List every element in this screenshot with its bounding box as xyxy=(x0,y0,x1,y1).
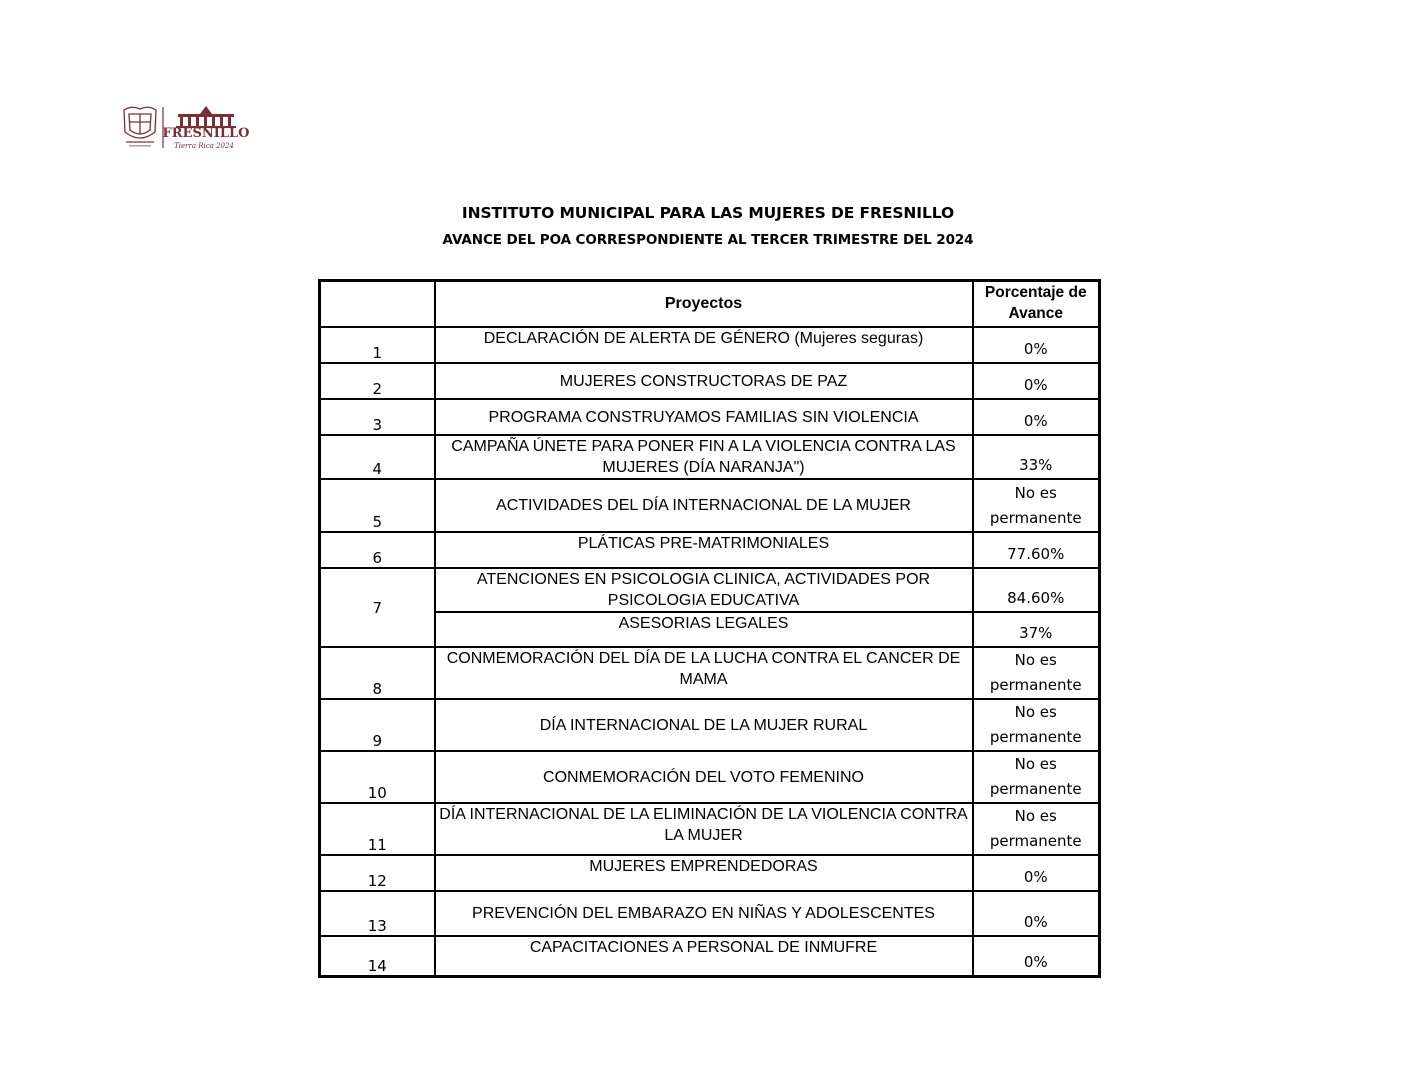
poa-progress-table xyxy=(318,279,1101,978)
row-number: 13 xyxy=(320,891,435,936)
row-number: 4 xyxy=(320,435,435,479)
progress-percent: 0% xyxy=(973,891,1100,936)
header-percentage: Porcentaje de Avance xyxy=(973,281,1100,328)
row-number: 14 xyxy=(320,936,435,976)
table-row xyxy=(320,363,1100,399)
project-name: CONMEMORACIÓN DEL VOTO FEMENINO xyxy=(435,751,973,803)
progress-percent: 0% xyxy=(973,855,1100,891)
progress-percent: 0% xyxy=(973,936,1100,976)
table-row xyxy=(320,891,1100,936)
table-row xyxy=(320,751,1100,803)
project-name: PROGRAMA CONSTRUYAMOS FAMILIAS SIN VIOLENCIA xyxy=(435,399,973,435)
fresnillo-logo xyxy=(120,104,255,152)
table-row xyxy=(320,647,1100,699)
fresnillo-logo-graphic xyxy=(120,104,255,152)
row-number: 6 xyxy=(320,532,435,568)
project-name: ACTIVIDADES DEL DÍA INTERNACIONAL DE LA MUJER xyxy=(435,479,973,532)
project-name: MUJERES EMPRENDEDORAS xyxy=(435,855,973,891)
row-number: 8 xyxy=(320,647,435,699)
table-row xyxy=(320,803,1100,855)
table-row xyxy=(320,435,1100,479)
project-name: PLÁTICAS PRE-MATRIMONIALES xyxy=(435,532,973,568)
progress-percent: 0% xyxy=(973,399,1100,435)
progress-percent: 0% xyxy=(973,327,1100,363)
progress-percent: 37% xyxy=(973,612,1100,647)
table-row xyxy=(320,532,1100,568)
table-row xyxy=(320,612,1100,647)
logo-text: FRESNILLO xyxy=(162,126,250,141)
row-number: 11 xyxy=(320,803,435,855)
table-row xyxy=(320,936,1100,976)
project-name: DÍA INTERNACIONAL DE LA MUJER RURAL xyxy=(435,699,973,751)
table-row xyxy=(320,699,1100,751)
table-row xyxy=(320,568,1100,612)
header-number-cell xyxy=(320,281,435,328)
project-name: PREVENCIÓN DEL EMBARAZO EN NIÑAS Y ADOLESCENTES xyxy=(435,891,973,936)
row-number: 5 xyxy=(320,479,435,532)
project-name: MUJERES CONSTRUCTORAS DE PAZ xyxy=(435,363,973,399)
table-row xyxy=(320,479,1100,532)
document-subtitle: AVANCE DEL POA CORRESPONDIENTE AL TERCER TRIMESTRE DEL 2024 xyxy=(442,232,974,248)
row-number: 12 xyxy=(320,855,435,891)
project-name: DECLARACIÓN DE ALERTA DE GÉNERO (Mujeres seguras) xyxy=(435,327,973,363)
progress-percent: 77.60% xyxy=(973,532,1100,568)
table-row xyxy=(320,399,1100,435)
row-number: 1 xyxy=(320,327,435,363)
progress-percent: No es permanente xyxy=(973,751,1100,803)
progress-percent: 33% xyxy=(973,435,1100,479)
progress-percent: 0% xyxy=(973,363,1100,399)
project-name: CAMPAÑA ÚNETE PARA PONER FIN A LA VIOLENCIA CONTRA LAS MUJERES (DÍA NARANJA") xyxy=(435,435,973,479)
project-name: CAPACITACIONES A PERSONAL DE INMUFRE xyxy=(435,936,973,976)
progress-percent: No es permanente xyxy=(973,647,1100,699)
row-number: 2 xyxy=(320,363,435,399)
progress-percent: 84.60% xyxy=(973,568,1100,612)
row-number: 3 xyxy=(320,399,435,435)
document-title: INSTITUTO MUNICIPAL PARA LAS MUJERES DE FRESNILLO xyxy=(461,204,955,222)
logo-tagline: Tierra Rica 2024 xyxy=(174,142,234,150)
row-number: 10 xyxy=(320,751,435,803)
table-row xyxy=(320,327,1100,363)
table-header-row xyxy=(320,281,1100,328)
project-name: ASESORIAS LEGALES xyxy=(435,612,973,647)
progress-percent: No es permanente xyxy=(973,699,1100,751)
header-projects: Proyectos xyxy=(435,281,973,328)
project-name: CONMEMORACIÓN DEL DÍA DE LA LUCHA CONTRA EL CANCER DE MAMA xyxy=(435,647,973,699)
table-row xyxy=(320,855,1100,891)
row-number: 7 xyxy=(320,568,435,647)
progress-percent: No es permanente xyxy=(973,803,1100,855)
row-number: 9 xyxy=(320,699,435,751)
progress-percent: No es permanente xyxy=(973,479,1100,532)
project-name: ATENCIONES EN PSICOLOGIA CLINICA, ACTIVIDADES POR PSICOLOGIA EDUCATIVA xyxy=(435,568,973,612)
project-name: DÍA INTERNACIONAL DE LA ELIMINACIÓN DE LA VIOLENCIA CONTRA LA MUJER xyxy=(435,803,973,855)
